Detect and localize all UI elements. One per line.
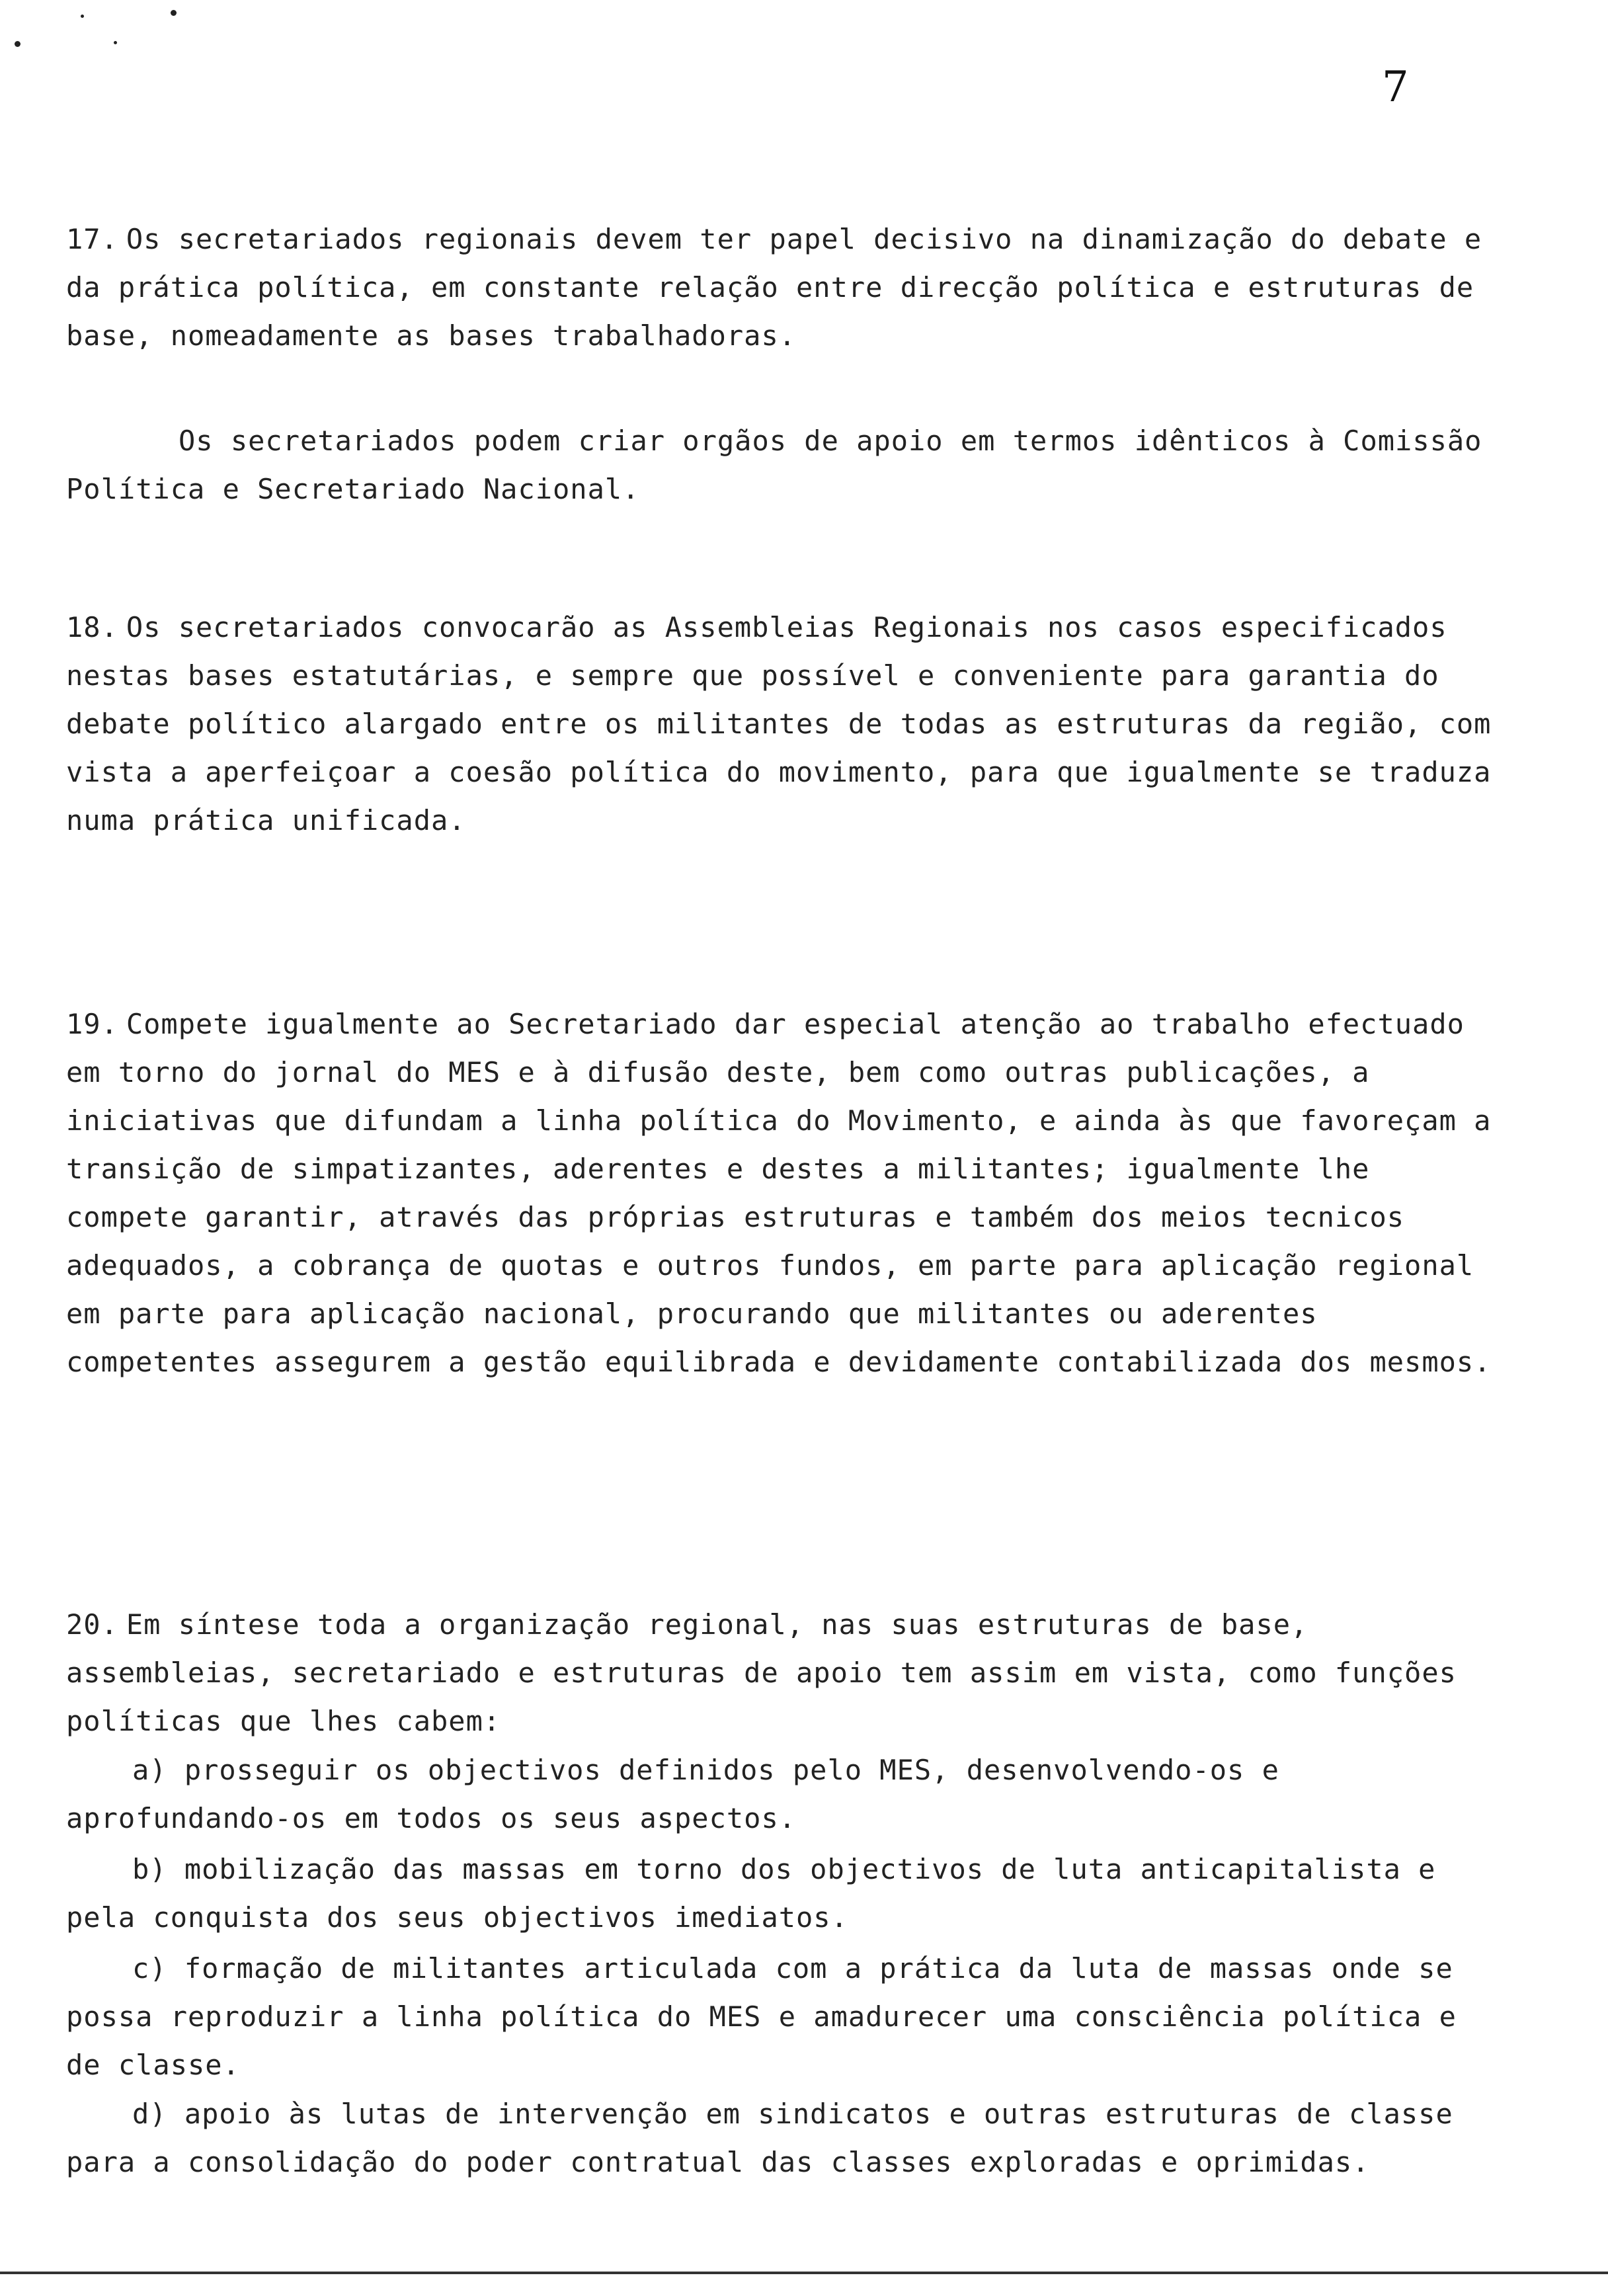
section-text: Os secretariados regionais devem ter papel decisivo na dinamização do debate e da prática política, em constante relação entre direcção política e estruturas de base, nomeadamente as bases trabalhadoras. bbox=[66, 223, 1482, 352]
page-bottom-edge bbox=[0, 2272, 1608, 2274]
section-20 bbox=[66, 1600, 1494, 1745]
section-17 bbox=[66, 215, 1494, 360]
list-item-b: b) mobilização das massas em torno dos objectivos de luta anticapitalista e pela conquista dos seus objectivos imediatos. bbox=[66, 1853, 1436, 1934]
section-text: Os secretariados podem criar orgãos de apoio em termos idênticos à Comissão Política e Secretariado Nacional. bbox=[66, 425, 1482, 505]
section-number: 17. bbox=[66, 223, 118, 255]
scan-speck bbox=[171, 10, 177, 16]
section-17-continuation bbox=[66, 417, 1494, 513]
section-number: 19. bbox=[66, 1008, 118, 1040]
section-text: Em síntese toda a organização regional, nas suas estruturas de base, assembleias, secretariado e estruturas de apoio tem assim em vista, como funções políticas que lhes cabem: bbox=[66, 1608, 1457, 1737]
section-text: Os secretariados convocarão as Assembleias Regionais nos casos especificados nestas bases estatutárias, e sempre que possível e conveniente para garantia do debate político alargado entre os militantes de todas as estruturas da região, com vista a aperfeiçoar a coesão política do movimento, para que igualmente se traduza numa prática unificada. bbox=[66, 611, 1492, 837]
scan-speck bbox=[114, 41, 117, 44]
list-item-d: d) apoio às lutas de intervenção em sindicatos e outras estruturas de classe para a consolidação do poder contratual das classes exploradas e oprimidas. bbox=[66, 2098, 1453, 2178]
section-19 bbox=[66, 1000, 1494, 1386]
scan-speck bbox=[15, 41, 20, 47]
section-text: Compete igualmente ao Secretariado dar especial atenção ao trabalho efectuado em torno do jornal do MES e à difusão deste, bem como outras publicações, a iniciativas que difundam a linha política do Movimento, e ainda às que favoreçam a transição de simpatizantes, aderentes e destes a militantes; igualmente lhe compete garantir, através das próprias estruturas e também dos meios tecnicos adequados, a cobrança de quotas e outros fundos, em parte para aplicação regional em parte para aplicação nacional, procurando que militantes ou aderentes competentes assegurem a gestão equilibrada e devidamente contabilizada dos mesmos. bbox=[66, 1008, 1492, 1378]
section-number: 18. bbox=[66, 611, 118, 643]
section-18 bbox=[66, 603, 1494, 844]
page-number: 7 bbox=[1382, 63, 1409, 112]
list-item-a: a) prosseguir os objectivos definidos pelo MES, desenvolvendo-os e aprofundando-os em todos os seus aspectos. bbox=[66, 1754, 1279, 1834]
section-number: 20. bbox=[66, 1608, 118, 1641]
list-item-c: c) formação de militantes articulada com a prática da luta de massas onde se possa reproduzir a linha política do MES e amadurecer uma consciência política e de classe. bbox=[66, 1952, 1457, 2081]
scan-speck bbox=[81, 15, 84, 18]
